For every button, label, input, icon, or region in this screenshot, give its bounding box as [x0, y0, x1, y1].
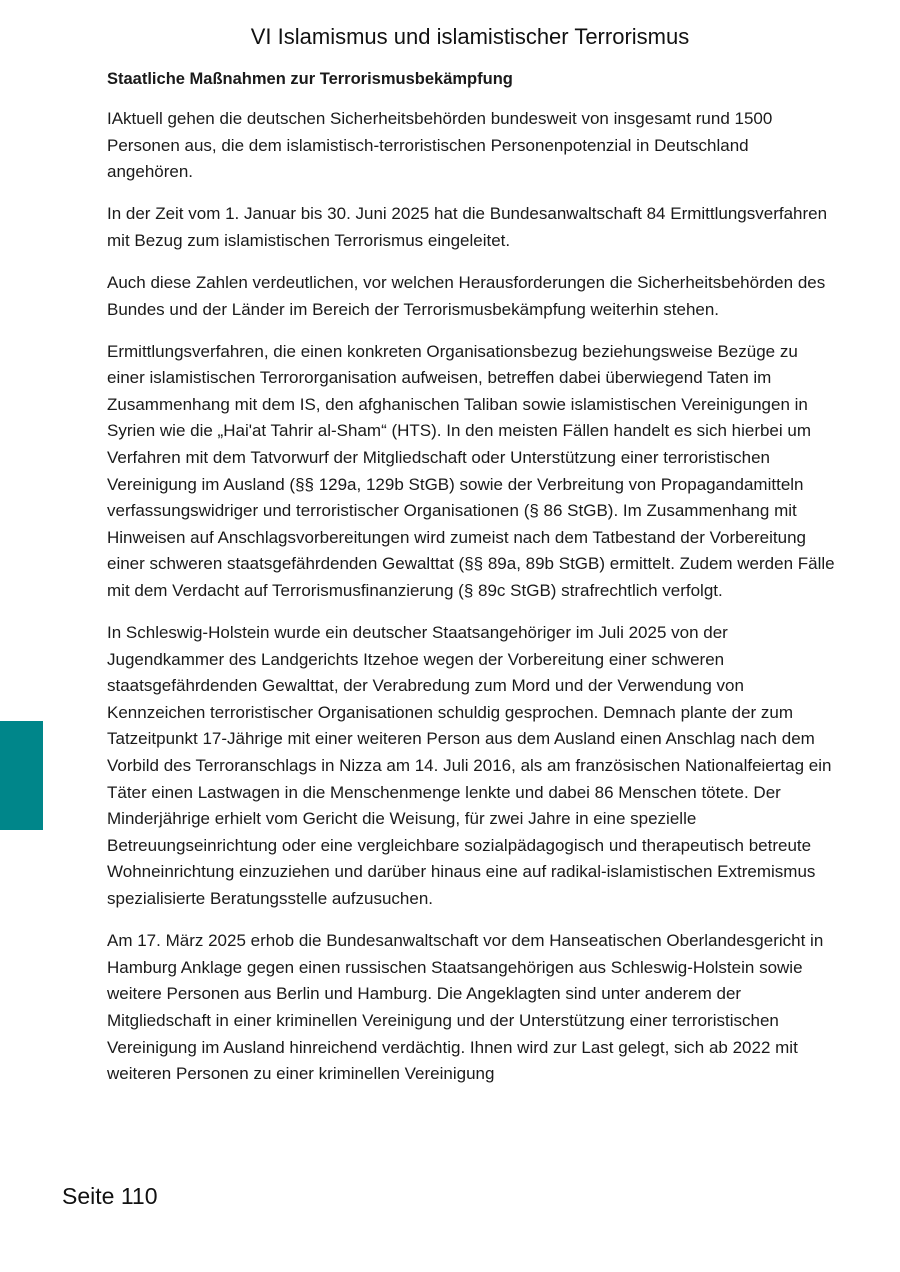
- page-number: Seite 110: [62, 1183, 158, 1209]
- paragraph: IAktuell gehen die deutschen Sicherheitsbehörden bundesweit von insgesamt rund 1500 Personen aus, die dem islamistisch-terroristischen Personenpotenzial in Deutschland angehören.: [107, 109, 773, 182]
- paragraph: Am 17. März 2025 erhob die Bundesanwaltschaft vor dem Hanseatischen Oberlandesgericht in Hamburg Anklage gegen einen russischen Staatsangehörigen aus Schleswig-Holstein sowie weitere Personen aus Berlin und Hamburg. Die Angeklagten sind unter anderem der Mitgliedschaft in einer kriminellen Vereinigung und der Unterstützung einer terroristischen Vereinigung im Ausland hinreichend verdächtig. Ihnen wird zur Last gelegt, sich ab 2022 mit weiteren Personen zu einer kriminellen Vereinigung: [107, 931, 824, 1084]
- paragraph: In Schleswig-Holstein wurde ein deutscher Staatsangehöriger im Juli 2025 von der Jugendkammer des Landgerichts Itzehoe wegen der Vorbereitung einer schweren staatsgefährdenden Gewalttat, der Verabredung zum Mord und der Verwendung von Kennzeichen terroristischer Organisationen schuldig gesprochen. Demnach plante der zum Tatzeitpunkt 17-Jährige mit einer weiteren Person aus dem Ausland einen Anschlag nach dem Vorbild des Terroranschlags in Nizza am 14. Juli 2016, als am französischen Nationalfeiertag ein Täter einen Lastwagen in die Menschenmenge lenkte und dabei 86 Menschen tötete. Der Minderjährige erhielt vom Gericht die Weisung, für zwei Jahre in eine spezielle Betreuungseinrichtung oder eine vergleichbare sozialpädagogisch und therapeutisch betreute Wohneinrichtung einzuziehen und darüber hinaus eine auf radikal-islamistischen Extremismus spezialisierte Beratungsstelle aufzusuchen.: [107, 623, 832, 909]
- paragraph: Ermittlungsverfahren, die einen konkreten Organisationsbezug beziehungsweise Bezüge zu einer islamistischen Terrororganisation aufweisen, betreffen dabei überwiegend Taten im Zusammenhang mit dem IS, den afghanischen Taliban sowie islamistischen Vereinigungen in Syrien wie die „Hai'at Tahrir al-Sham“ (HTS). In den meisten Fällen handelt es sich hierbei um Verfahren mit dem Tatvorwurf der Mitgliedschaft oder Unterstützung einer terroristischen Vereinigung im Ausland (§§ 129a, 129b StGB) sowie der Verbreitung von Propagandamitteln verfassungswidriger und terroristischer Organisationen (§ 86 StGB). Im Zusammenhang mit Hinweisen auf Anschlagsvorbereitungen wird zumeist nach dem Tatbestand der Vorbereitung einer schweren staatsgefährdenden Gewalttat (§§ 89a, 89b StGB) ermittelt. Zudem werden Fälle mit dem Verdacht auf Terrorismusfinanzierung (§ 89c StGB) strafrechtlich verfolgt.: [107, 341, 835, 600]
- paragraph: Auch diese Zahlen verdeutlichen, vor welchen Herausforderungen die Sicherheitsbehörden des Bundes und der Länder im Bereich der Terrorismusbekämpfung weiterhin stehen.: [107, 272, 826, 319]
- section-heading: Staatliche Maßnahmen zur Terrorismusbekämpfung: [107, 70, 513, 88]
- paragraph: In der Zeit vom 1. Januar bis 30. Juni 2025 hat die Bundesanwaltschaft 84 Ermittlungsverfahren mit Bezug zum islamistischen Terrorismus eingeleitet.: [107, 204, 828, 250]
- chapter-side-tab: [0, 721, 43, 830]
- chapter-title: VI Islamismus und islamistischer Terrorismus: [250, 24, 690, 49]
- page-content: [107, 66, 835, 1103]
